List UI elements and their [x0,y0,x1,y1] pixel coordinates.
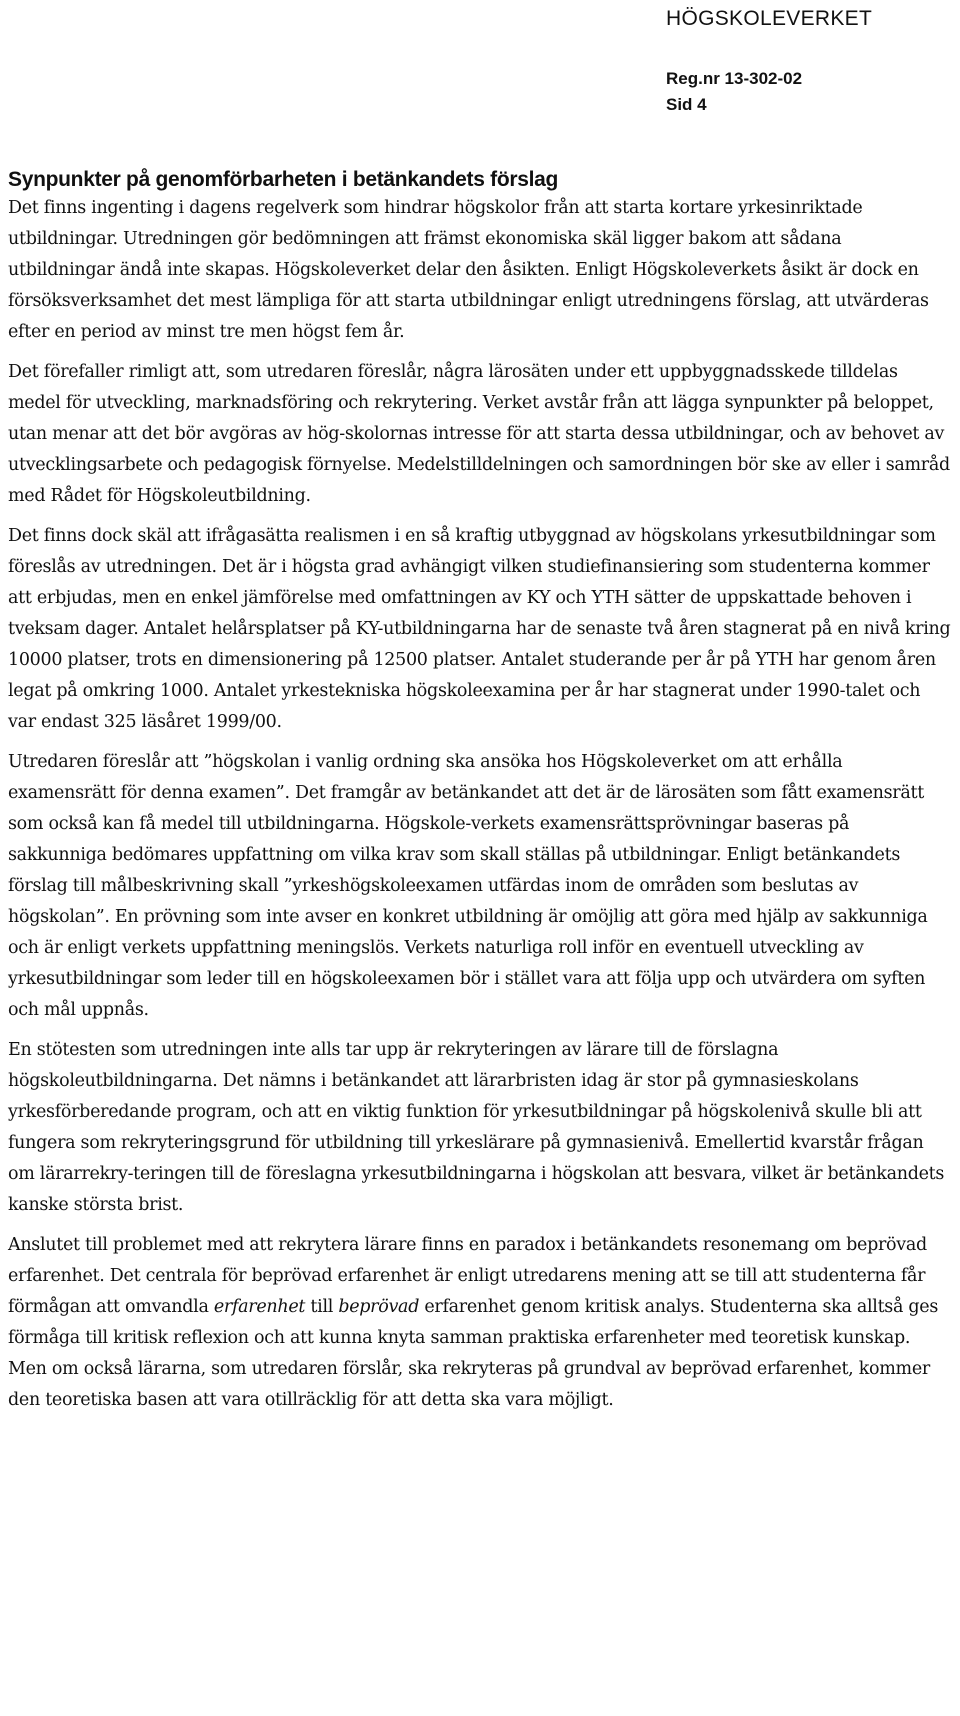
paragraph-6-part-c: erfarenhet genom kritisk analys. Studenterna ska alltså ges förmåga till kritisk reflexion och att kunna knyta samman praktiska erfarenheter med teoretisk kunskap. Men om också lärarna, som utredaren förslår, ska rekryteras på grundval av beprövad erfarenhet, kommer den teoretiska basen att vara otillräcklig för att detta ska vara möjligt. [8,1297,939,1410]
paragraph-5: En stötesten som utredningen inte alls tar upp är rekryteringen av lärare till de förslagna högskoleutbildningarna. Det nämns i betänkandet att lärarbristen idag är stor på gymnasieskolans yrkesförberedande program, och att en viktig funktion för yrkesutbildningar på högskolenivå skulle bli att fungera som rekryteringsgrund för utbildning till yrkeslärare på gymnasienivå. Emellertid kvarstår frågan om lärarrekry-teringen till de föreslagna yrkesutbildningarna i högskolan att besvara, vilket är betänkandets kanske största brist. [8,1040,945,1215]
paragraph-3: Det finns dock skäl att ifrågasätta realismen i en så kraftig utbyggnad av högskolans yrkesutbildningar som föreslås av utredningen. Det är i högsta grad avhängigt vilken studiefinansiering som studenterna kommer att erbjudas, men en enkel jämförelse med omfattningen av KY och YTH sätter de uppskattade behoven i tveksam dager. Antalet helårsplatser på KY-utbildningarna har de senaste två åren stagnerat på en nivå kring 10000 platser, trots en dimensionering på 12500 platser. Antalet studerande per år på YTH har genom åren legat på omkring 1000. Antalet yrkestekniska högskoleexamina per år har stagnerat under 1990-talet och var endast 325 läsåret 1999/00. [8,526,951,732]
page-header [666,6,872,118]
page-number: Sid 4 [666,95,707,114]
paragraph-1: Det finns ingenting i dagens regelverk som hindrar högskolor från att starta kortare yrkesinriktade utbildningar. Utredningen gör bedömningen att främst ekonomiska skäl ligger bakom att sådana utbildningar ändå inte skapas. Högskoleverket delar den åsikten. Enligt Högskoleverkets åsikt är dock en försöksverksamhet det mest lämpliga för att starta utbildningar enligt utredningens förslag, att utvärderas efter en period av minst tre men högst fem år. [8,198,929,342]
paragraph-2: Det förefaller rimligt att, som utredaren föreslår, några lärosäten under ett uppbyggnadsskede tilldelas medel för utveckling, marknadsföring och rekrytering. Verket avstår från att lägga synpunkter på beloppet, utan menar att det bör avgöras av hög-skolornas intresse för att starta dessa utbildningar, och av behovet av utvecklingsarbete och pedagogisk förnyelse. Medelstilldelningen och samordningen bör ske av eller i samråd med Rådet för Högskoleutbildning. [8,362,950,506]
organization-name: HÖGSKOLEVERKET [666,7,873,30]
paragraph-6-part-b: till [305,1297,339,1317]
document-body [8,167,953,1425]
section-heading: Synpunkter på genomförbarheten i betänkandets förslag [8,168,559,191]
paragraph-4: Utredaren föreslår att ”högskolan i vanlig ordning ska ansöka hos Högskoleverket om att erhålla examensrätt för denna examen”. Det framgår av betänkandet att det är de lärosäten som fått examensrätt som också kan få medel till utbildningarna. Högskole-verkets examensrättsprövningar baseras på sakkunniga bedömares uppfattning om vilka krav som skall ställas på utbildningar. Enligt betänkandets förslag till målbeskrivning skall ”yrkeshögskoleexamen utfärdas inom de områden som beslutas av högskolan”. En prövning som inte avser en konkret utbildning är omöjlig att göra med hjälp av sakkunniga och är enligt verkets uppfattning meningslös. Verkets naturliga roll inför en eventuell utveckling av yrkesutbildningar som leder till en högskoleexamen bör i stället vara att följa upp och utvärdera om syften och mål uppnås. [8,752,928,1020]
paragraph-6-part-a: Anslutet till problemet med att rekrytera lärare finns en paradox i betänkandets resonemang om beprövad erfarenhet. Det centrala för beprövad erfarenhet är enligt utredarens mening att se till att studenterna får förmågan att omvandla [8,1235,927,1317]
registration-number: Reg.nr 13-302-02 [666,69,803,88]
paragraph-6 [8,1230,953,1416]
emphasis-beprovad: beprövad [338,1297,420,1317]
emphasis-erfarenhet: erfarenhet [213,1297,306,1317]
